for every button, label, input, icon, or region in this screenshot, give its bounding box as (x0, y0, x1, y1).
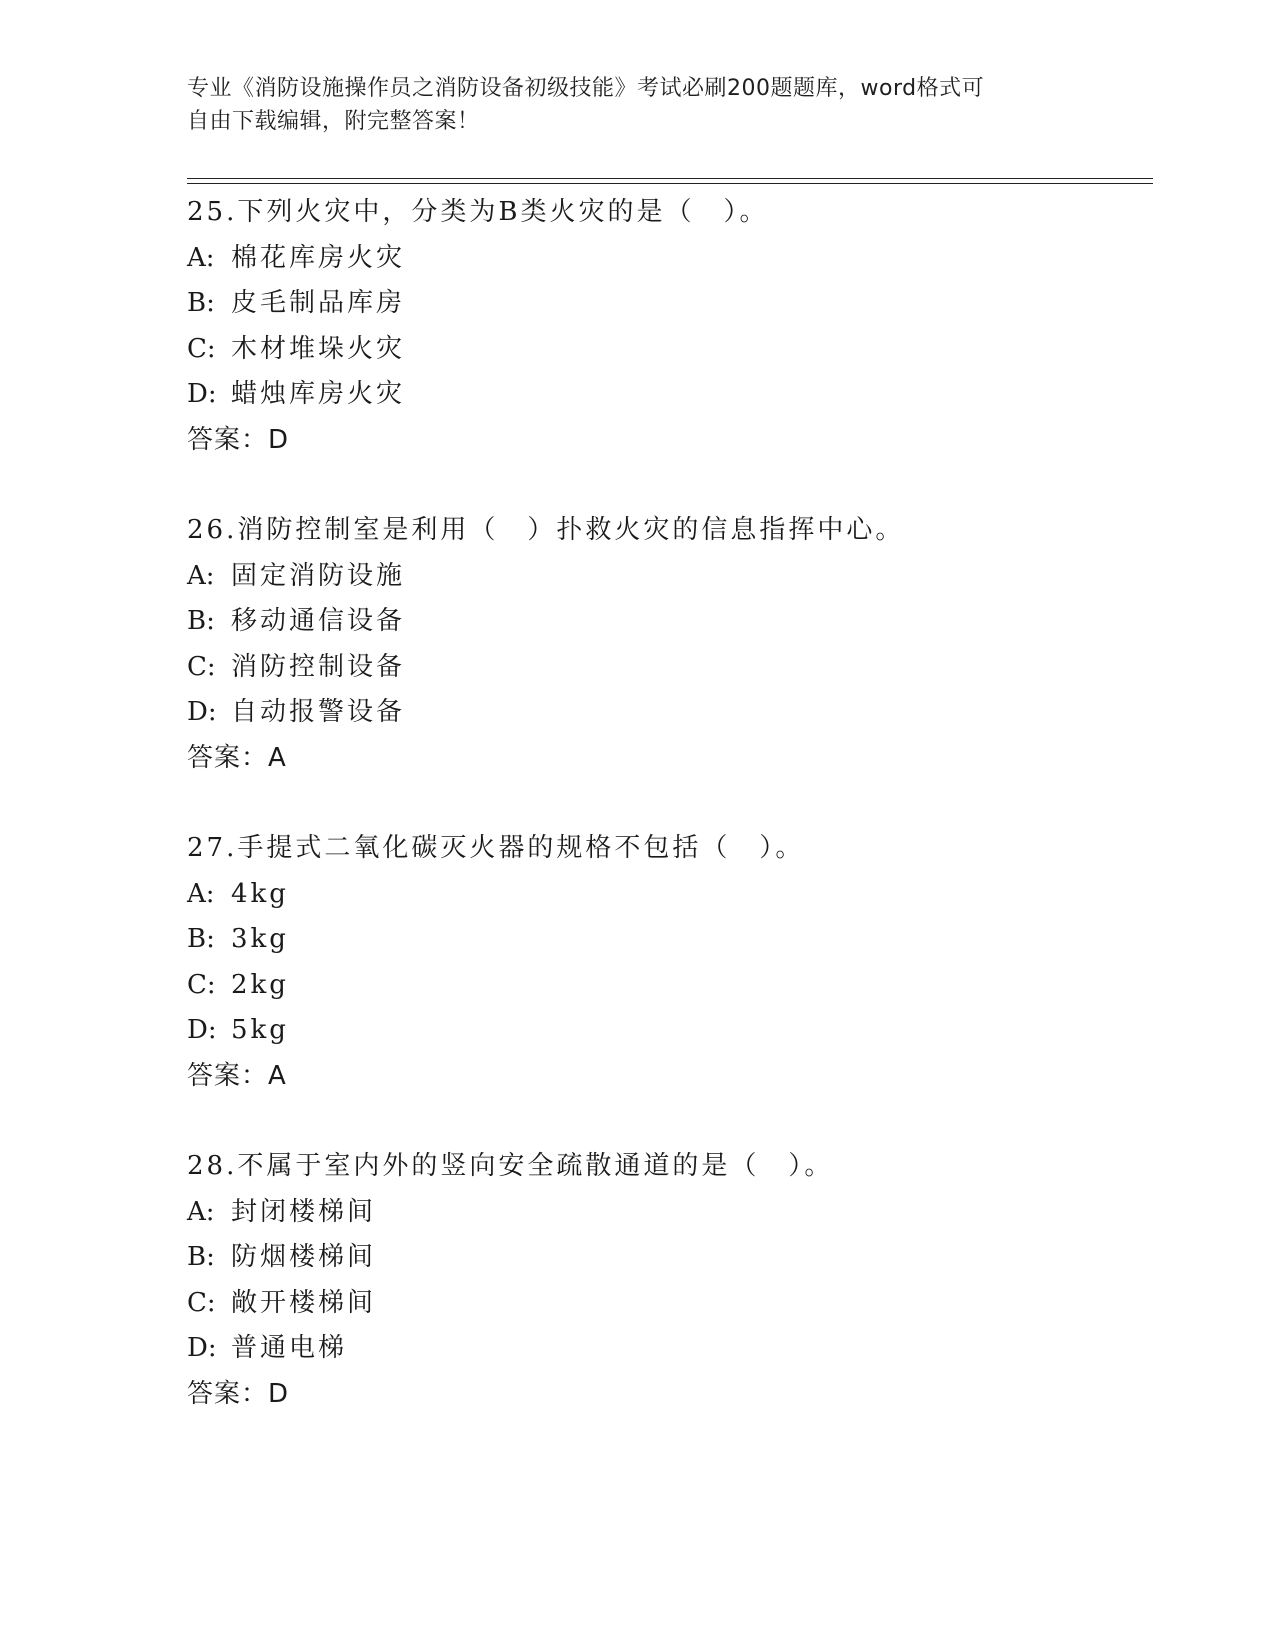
option-text: 5kg (231, 1015, 289, 1045)
option-key: A: (187, 878, 215, 909)
option-text: 棉花库房火灾 (231, 242, 406, 273)
question-stem: 27.手提式二氧化碳灭火器的规格不包括（ ）。 (187, 833, 805, 863)
option-b (187, 281, 1147, 327)
option-c (187, 1281, 1147, 1327)
option-d (187, 1008, 1147, 1054)
question-stem: 26.消防控制室是利用（ ）扑救火灾的信息指挥中心。 (187, 515, 905, 545)
option-key: D: (187, 1333, 217, 1363)
option-key: C: (187, 333, 216, 364)
option-text: 2kg (231, 969, 289, 1000)
option-b (187, 599, 1147, 645)
answer: 答案：D (187, 1378, 290, 1409)
option-key: D: (187, 697, 217, 727)
option-key: B: (187, 1242, 215, 1272)
option-key: A: (187, 242, 215, 273)
option-text: 木材堆垛火灾 (231, 333, 406, 364)
option-key: B: (187, 924, 215, 954)
question-list (187, 190, 1147, 1462)
option-text: 普通电梯 (231, 1333, 348, 1363)
option-b (187, 1235, 1147, 1281)
option-a (187, 236, 1147, 282)
answer: 答案：A (187, 742, 287, 773)
option-key: C: (187, 969, 216, 1000)
option-b (187, 917, 1147, 963)
option-text: 4kg (231, 878, 289, 909)
question-stem: 25.下列火灾中，分类为B类火灾的是（ ）。 (187, 197, 769, 227)
question-stem: 28.不属于室内外的竖向安全疏散通道的是（ ）。 (187, 1151, 834, 1181)
option-key: D: (187, 1015, 217, 1045)
header-divider-bottom (187, 183, 1153, 184)
answer: 答案：A (187, 1060, 287, 1091)
option-c (187, 645, 1147, 691)
answer: 答案：D (187, 424, 290, 455)
option-text: 3kg (231, 924, 289, 954)
option-text: 蜡烛库房火灾 (231, 379, 406, 409)
option-text: 固定消防设施 (231, 560, 406, 591)
question-27 (187, 826, 1147, 1144)
option-d (187, 690, 1147, 736)
question-26 (187, 508, 1147, 826)
option-text: 防烟楼梯间 (231, 1242, 377, 1272)
option-c (187, 963, 1147, 1009)
header-line-2: 自由下载编辑，附完整答案！ (187, 109, 480, 134)
option-d (187, 372, 1147, 418)
option-text: 移动通信设备 (231, 606, 406, 636)
option-d (187, 1326, 1147, 1372)
question-28 (187, 1144, 1147, 1462)
option-text: 封闭楼梯间 (231, 1196, 377, 1227)
option-key: C: (187, 1287, 216, 1318)
option-key: A: (187, 1196, 215, 1227)
question-25 (187, 190, 1147, 508)
option-a (187, 554, 1147, 600)
header-divider-top (187, 178, 1153, 179)
option-text: 消防控制设备 (231, 651, 406, 682)
option-key: C: (187, 651, 216, 682)
option-a (187, 1190, 1147, 1236)
option-text: 自动报警设备 (231, 697, 406, 727)
option-c (187, 327, 1147, 373)
option-key: B: (187, 288, 215, 318)
option-key: A: (187, 560, 215, 591)
option-text: 皮毛制品库房 (231, 288, 406, 318)
option-text: 敞开楼梯间 (231, 1287, 377, 1318)
document-header (187, 72, 1067, 138)
option-a (187, 872, 1147, 918)
option-key: B: (187, 606, 215, 636)
option-key: D: (187, 379, 217, 409)
header-line-1: 专业《消防设施操作员之消防设备初级技能》考试必刷200题题库，word格式可 (187, 76, 985, 101)
